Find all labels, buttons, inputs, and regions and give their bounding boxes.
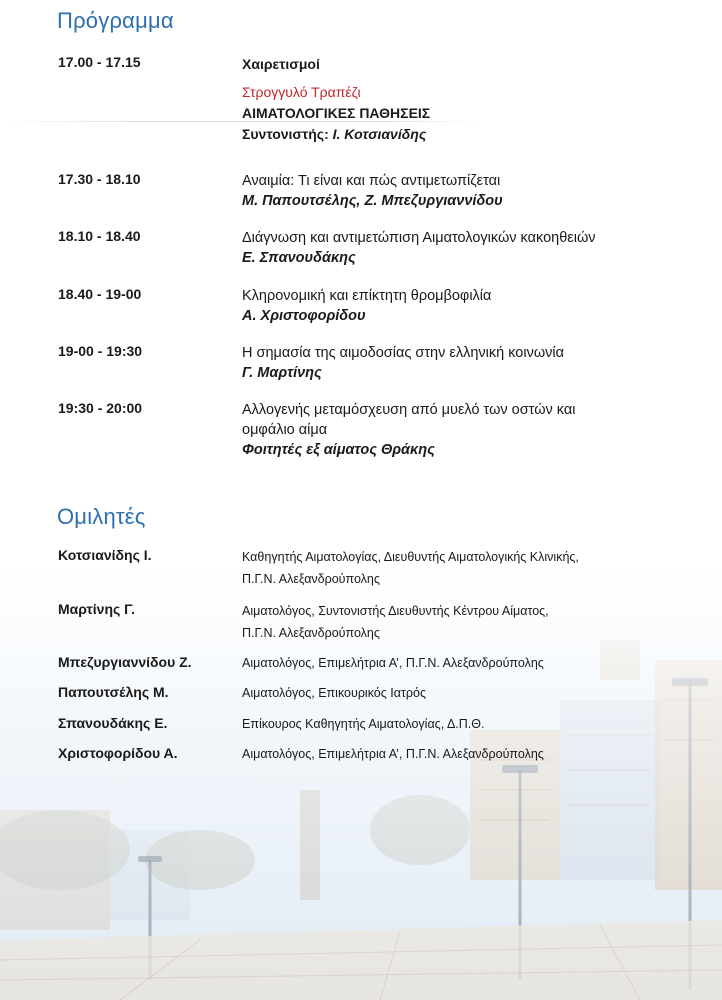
speaker-role-line: Αιματολόγος, Επιμελήτρια Α’, Π.Γ.Ν. Αλεξανδρούπολης (242, 656, 544, 670)
speaker-role (242, 682, 692, 704)
speaker-role (242, 652, 692, 674)
speaker-role (242, 600, 692, 644)
speaker-role-line: Π.Γ.Ν. Αλεξανδρούπολης (242, 626, 380, 640)
speaker-role-line: Επίκουρος Καθηγητής Αιματολογίας, Δ.Π.Θ. (242, 717, 485, 731)
speaker-name: Παπουτσέλης Μ. (58, 684, 169, 700)
speaker-name: Μπεζυργιαννίδου Ζ. (58, 654, 192, 670)
programme-time: 19-00 - 19:30 (58, 343, 143, 359)
programme-time: 18.10 - 18.40 (58, 228, 141, 244)
programme-detail (242, 54, 682, 74)
programme-time: 18.40 - 19-00 (58, 286, 142, 302)
round-table-moderator-line (242, 124, 682, 145)
programme-topic: Κληρονομική και επίκτητη θρομβοφιλία (242, 288, 492, 304)
programme-speaker: Α. Χριστοφορίδου (242, 308, 366, 324)
programme-speaker: Γ. Μαρτίνης (242, 365, 322, 381)
divider-line (0, 121, 480, 122)
speaker-role-line: Π.Γ.Ν. Αλεξανδρούπολης (242, 572, 380, 586)
programme-detail (242, 343, 682, 383)
programme-heading: Πρόγραμμα (57, 8, 174, 33)
programme-detail (242, 228, 682, 268)
programme-topic: Αναιμία: Τι είναι και πώς αντιμετωπίζεται (242, 173, 501, 189)
speaker-role-line: Αιματολόγος, Συντονιστής Διευθυντής Κέντρου Αίματος, (242, 604, 549, 618)
programme-detail (242, 171, 682, 211)
programme-detail (242, 286, 682, 326)
speaker-name: Μαρτίνης Γ. (58, 601, 135, 617)
round-table-label: Στρογγυλό Τραπέζι (242, 84, 361, 100)
moderator-label: Συντονιστής: (242, 126, 333, 142)
speakers-heading: Ομιλητές (57, 504, 146, 529)
speaker-role-line: Καθηγητής Αιματολογίας, Διευθυντής Αιματολογικής Κλινικής, (242, 550, 579, 564)
speaker-role-line: Αιματολόγος, Επιμελήτρια Α’, Π.Γ.Ν. Αλεξανδρούπολης (242, 747, 544, 761)
speaker-role-line: Αιματολόγος, Επικουρικός Ιατρός (242, 686, 426, 700)
speaker-role (242, 546, 692, 590)
programme-topic: Αλλογενής μεταμόσχευση από μυελό των οστών και (242, 402, 576, 418)
programme-topic: Διάγνωση και αντιμετώπιση Αιματολογικών κακοηθειών (242, 230, 596, 246)
programme-speaker: Μ. Παπουτσέλης, Ζ. Μπεζυργιαννίδου (242, 193, 503, 209)
programme-detail (242, 400, 682, 460)
round-table-topic: ΑΙΜΑΤΟΛΟΓΙΚΕΣ ΠΑΘΗΣΕΙΣ (242, 105, 431, 121)
programme-time: 17.00 - 17.15 (58, 54, 141, 70)
programme-speaker: Φοιτητές εξ αίματος Θράκης (242, 442, 435, 458)
programme-topic: Η σημασία της αιμοδοσίας στην ελληνική κοινωνία (242, 345, 565, 361)
round-table-detail (242, 82, 682, 145)
programme-speaker: Ε. Σπανουδάκης (242, 250, 356, 266)
programme-topic: Χαιρετισμοί (242, 56, 320, 72)
speaker-role (242, 743, 692, 765)
speaker-name: Σπανουδάκης Ε. (58, 715, 168, 731)
moderator-name: Ι. Κοτσιανίδης (332, 126, 427, 142)
speaker-role (242, 713, 692, 735)
speaker-name: Κοτσιανίδης Ι. (58, 547, 152, 563)
speaker-name: Χριστοφορίδου Α. (58, 745, 178, 761)
programme-time: 19:30 - 20:00 (58, 400, 143, 416)
programme-time: 17.30 - 18.10 (58, 171, 141, 187)
programme-topic-continued: ομφάλιο αίμα (242, 422, 328, 438)
